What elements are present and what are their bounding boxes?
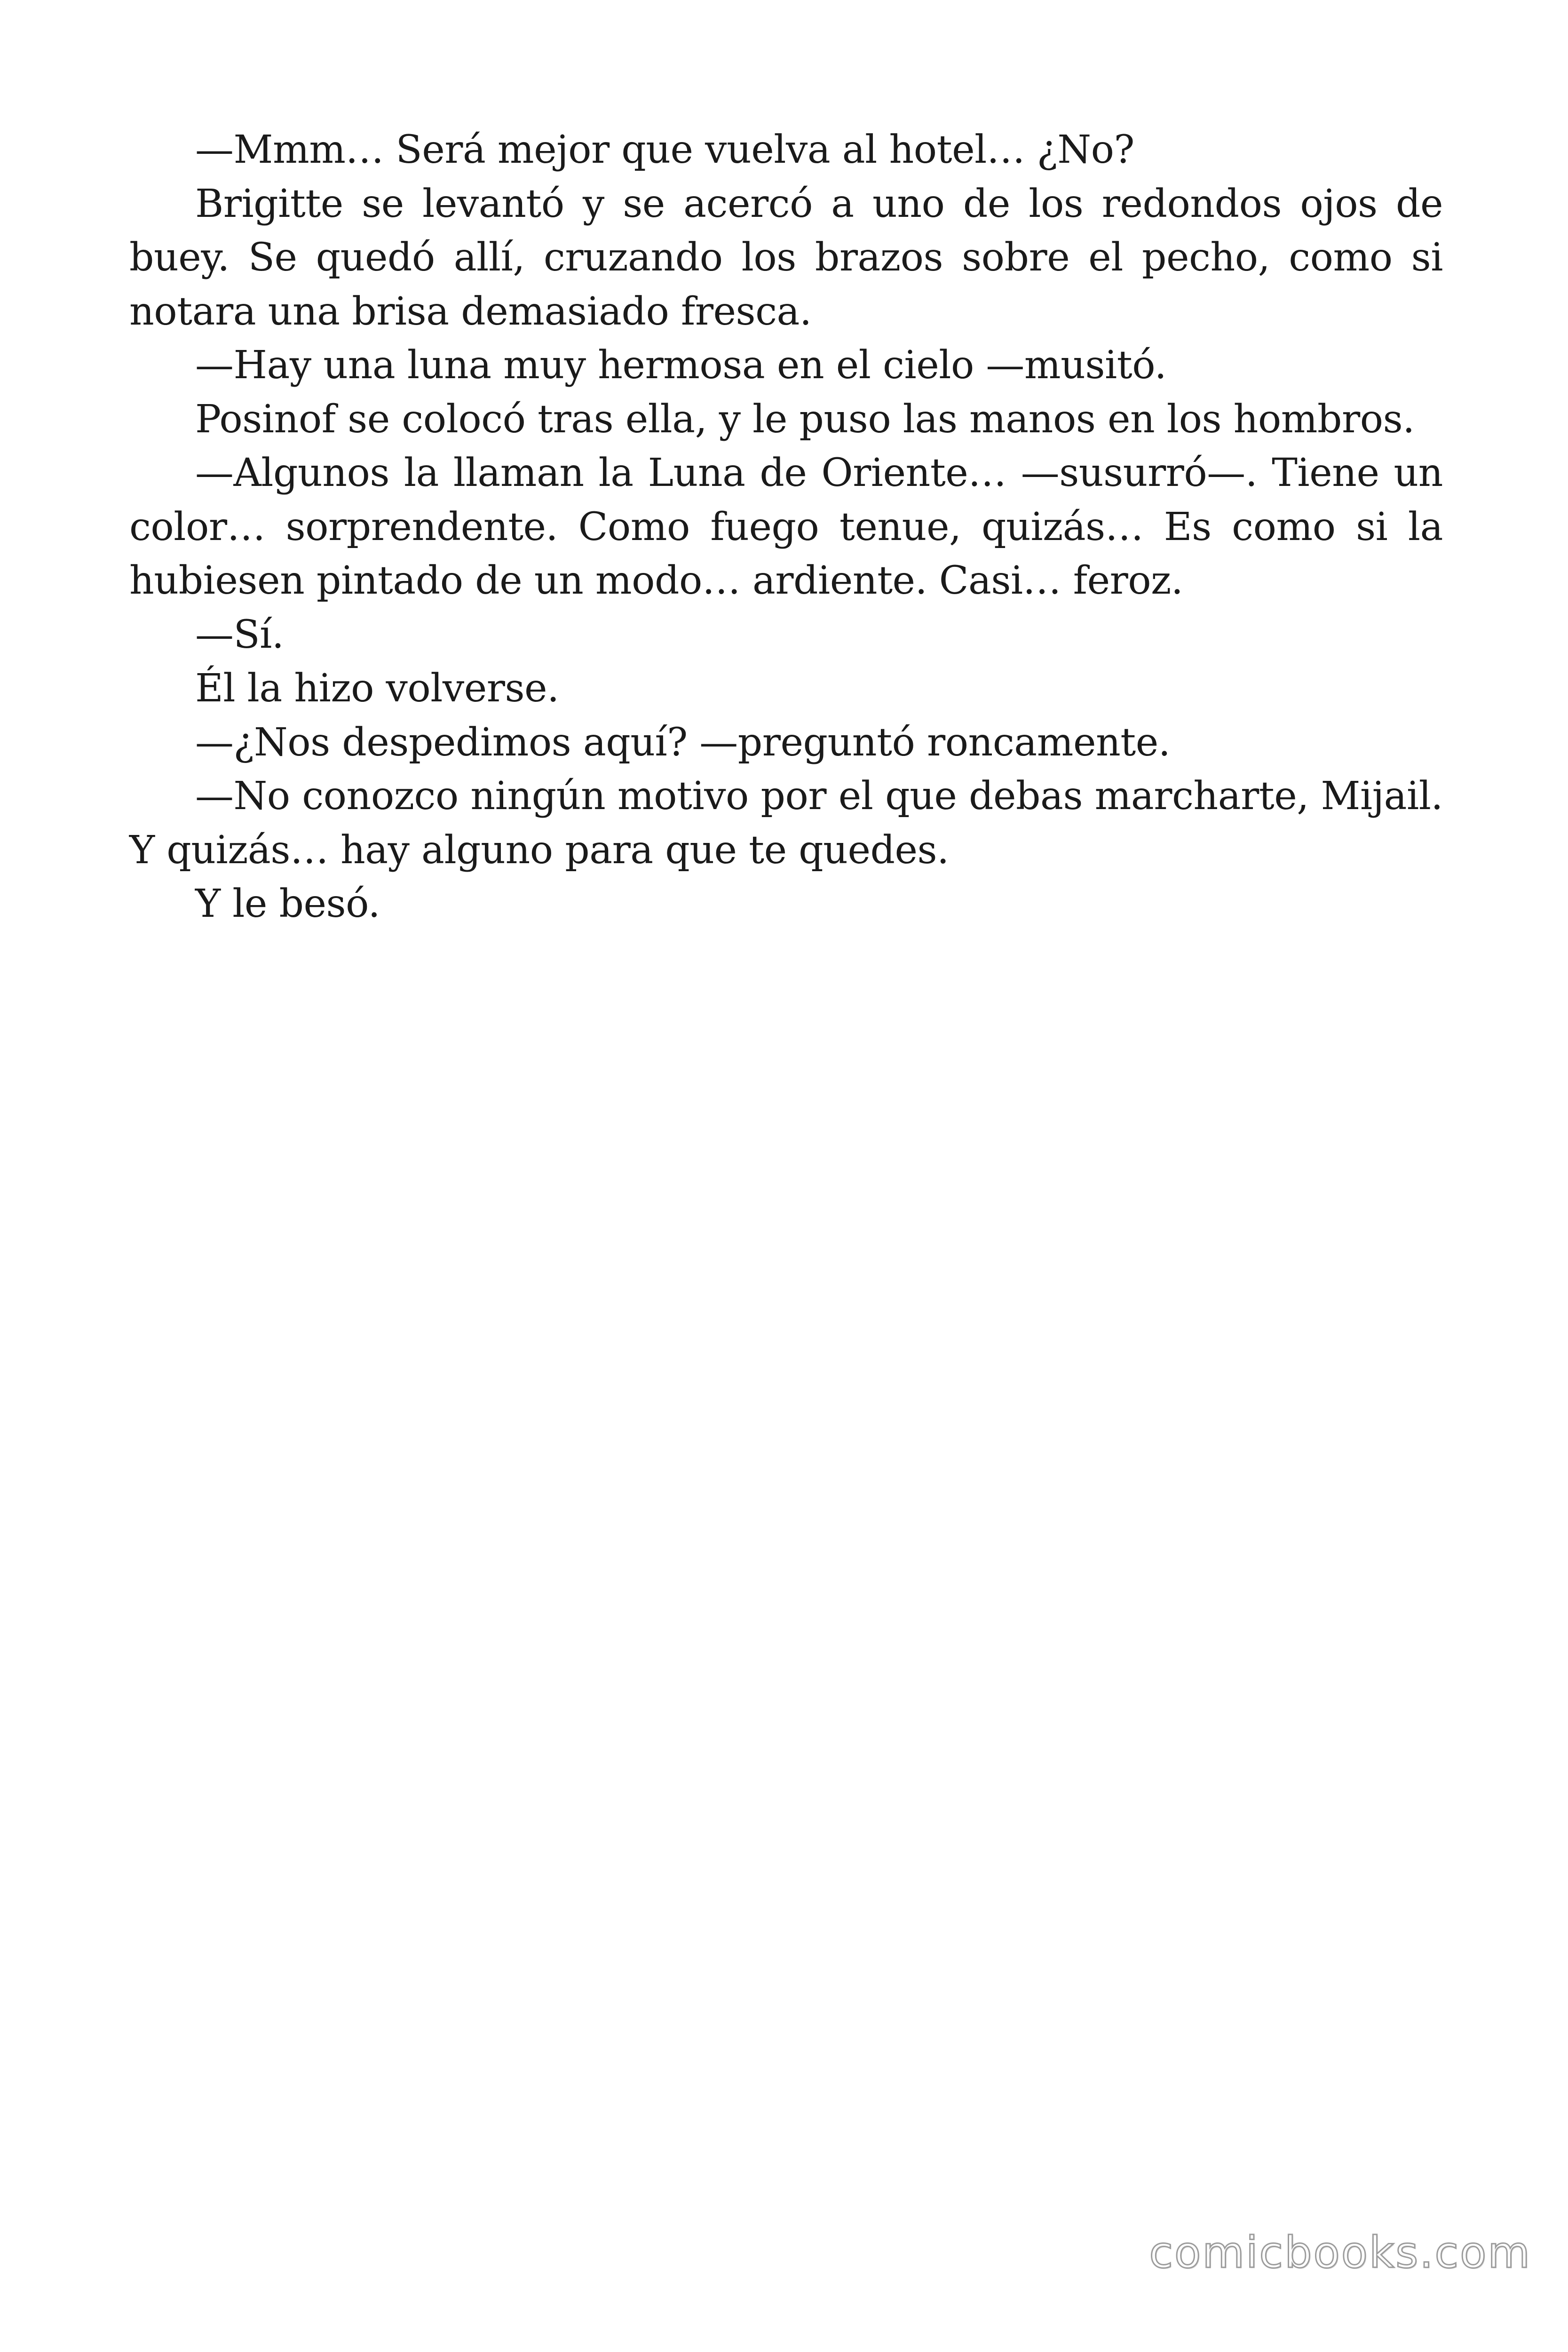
paragraph: Brigitte se levantó y se acercó a uno de los redondos ojos de buey. Se quedó allí, cruzando los brazos sobre el pecho, como si notara una brisa demasiado fresca.: [129, 181, 1443, 334]
watermark-text: comicbooks.com: [1149, 2227, 1531, 2278]
paragraph: —¿Nos despedimos aquí? —preguntó roncamente.: [195, 720, 1171, 765]
paragraph: Y le besó.: [195, 882, 380, 926]
paragraph: —Mmm… Será mejor que vuelva al hotel… ¿No?: [195, 127, 1134, 172]
paragraph: —No conozco ningún motivo por el que debas marcharte, Mijail. Y quizás… hay alguno para que te quedes.: [129, 774, 1443, 873]
paragraph: —Sí.: [195, 612, 284, 657]
paragraph: Posinof se colocó tras ella, y le puso las manos en los hombros.: [195, 397, 1415, 442]
paragraph: —Hay una luna muy hermosa en el cielo —musitó.: [195, 343, 1167, 388]
paragraph: Él la hizo volverse.: [195, 666, 559, 711]
paragraph: —Algunos la llaman la Luna de Oriente… —susurró—. Tiene un color… sorprendente. Como fuego tenue, quizás… Es como si la hubiesen pintado de un modo… ardiente. Casi… feroz.: [129, 451, 1443, 603]
body-text: [129, 123, 1443, 931]
